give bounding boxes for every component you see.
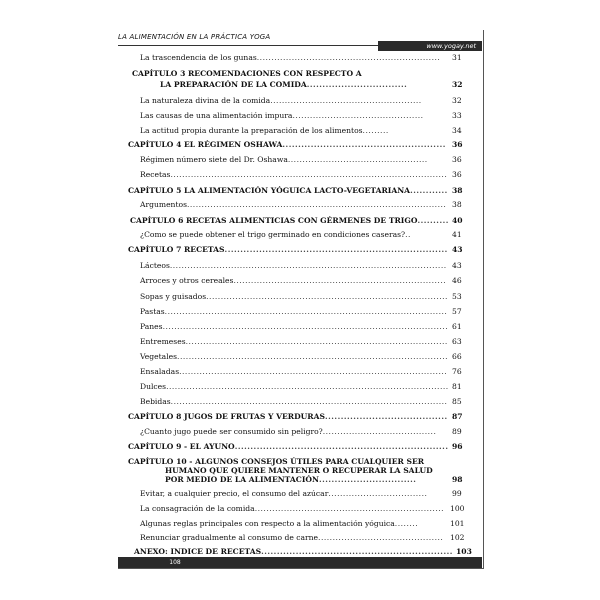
toc-entry-title: Las causas de una alimentación impura — [140, 111, 293, 120]
toc-entry-title: La consagración de la comida — [140, 504, 255, 513]
toc-entry-title: Bebidas — [140, 397, 171, 406]
toc-leader: ............................................. — [292, 111, 424, 120]
toc-page-number: 46 — [452, 276, 462, 285]
toc-entry-title: La actitud propia durante la preparación de los alimentos — [140, 126, 363, 135]
toc-page-number: 66 — [452, 352, 462, 361]
toc-entry — [140, 337, 465, 346]
toc-entry — [128, 140, 465, 149]
toc-entry — [140, 504, 465, 513]
toc-page-number: 53 — [452, 292, 462, 301]
toc-page-number: 63 — [452, 337, 462, 346]
footer-page-number: 108 — [169, 559, 181, 566]
toc-leader: ........ — [394, 519, 419, 528]
toc-entry — [140, 397, 465, 406]
toc-entry — [140, 489, 465, 498]
toc-entry-title: CAPÍTULO 5 LA ALIMENTACIÓN YÓGUICA LACTO-VEGETARIANA — [128, 186, 411, 195]
toc-page-number: 32 — [452, 80, 463, 89]
toc-entry-title: Entremeses — [140, 337, 186, 346]
toc-entry-title: La naturaleza divina de la comida — [140, 96, 271, 105]
toc-entry-title: CAPÍTULO 9 - EL AYUNO — [128, 442, 235, 451]
toc-entry — [140, 155, 465, 164]
toc-leader: .. — [405, 230, 411, 239]
toc-entry — [140, 533, 465, 542]
toc-page-number: 87 — [452, 412, 463, 421]
toc-entry — [140, 111, 465, 120]
toc-entry-title: ¿Cuanto jugo puede ser consumido sin peligro? — [140, 427, 323, 436]
toc-entry-title: Sopas y guisados — [140, 292, 207, 301]
toc-leader: ....................................................................... — [224, 245, 448, 254]
toc-leader: ............................................................................................ — [179, 367, 448, 376]
toc-entry-title: Evitar, a cualquier precio, el consumo del azúcar — [140, 489, 329, 498]
toc-entry — [140, 352, 465, 361]
toc-page-number: 43 — [452, 245, 463, 254]
toc-entry-title: Ensaladas — [140, 367, 180, 376]
toc-entry-title: HUMANO QUE QUIERE MANTENER O RECUPERAR LA SALUD — [165, 466, 433, 475]
toc-leader: ................................ — [306, 80, 408, 89]
toc-leader: ................................................ — [287, 155, 428, 164]
toc-entry — [128, 412, 465, 421]
toc-entry-title: LA PREPARACIÓN DE LA COMIDA — [160, 80, 307, 89]
toc-leader: ........................................... — [318, 533, 444, 542]
toc-leader: ............................................................... — [256, 53, 441, 62]
toc-entry-title: Lácteos — [140, 261, 170, 270]
toc-page-number: 57 — [452, 307, 462, 316]
toc-entry — [140, 53, 465, 62]
toc-entry-title: Renunciar gradualmente al consumo de carne — [140, 533, 319, 542]
toc-leader: ................................................................. — [254, 504, 445, 513]
toc-page-number: 36 — [452, 155, 462, 164]
toc-entry-title: CAPÍTULO 3 RECOMENDACIONES CON RESPECTO A — [132, 69, 362, 78]
toc-leader: ....................................... — [325, 412, 448, 421]
toc-entry-title: CAPÍTULO 6 RECETAS ALIMENTICIAS CON GÉRMENES DE TRIGO — [130, 216, 418, 225]
toc-entry-title: CAPÍTULO 4 EL RÉGIMEN OSHAWA — [128, 140, 283, 149]
toc-entry — [128, 442, 465, 451]
toc-entry — [140, 519, 465, 528]
toc-entry — [140, 96, 465, 105]
toc-page-number: 36 — [452, 170, 462, 179]
toc-entry-title: Dulces — [140, 382, 167, 391]
toc-entry-title: Algunas reglas principales con respecto a la alimentación yóguica — [140, 519, 395, 528]
toc-entry-title: Arroces y otros cereales — [140, 276, 234, 285]
toc-leader: ................................................................................................. — [166, 382, 449, 391]
toc-leader: ............................................................. — [261, 547, 453, 556]
toc-entry — [128, 245, 465, 254]
toc-leader: ................................................................................................. — [164, 307, 448, 316]
toc-leader: .................................................... — [282, 140, 446, 149]
toc-entry — [140, 307, 465, 316]
toc-entry — [140, 367, 465, 376]
toc-page-number: 101 — [450, 519, 465, 528]
toc-entry — [140, 427, 465, 436]
toc-entry — [165, 466, 433, 475]
toc-entry — [132, 69, 362, 78]
toc-page-number: 81 — [452, 382, 462, 391]
toc-entry — [140, 126, 465, 135]
toc-entry-title: CAPÍTULO 10 - ALGUNOS CONSEJOS ÚTILES PARA CUALQUIER SER — [128, 457, 425, 466]
running-header-site: www.yogay.net — [378, 41, 482, 51]
toc-leader: ....................................... — [322, 427, 437, 436]
toc-entry — [140, 322, 465, 331]
toc-leader: ......... — [362, 126, 389, 135]
toc-page-number: 36 — [452, 140, 463, 149]
toc-page-number: 99 — [452, 489, 462, 498]
toc-entry — [140, 276, 465, 285]
toc-leader: .................................................................................................. — [162, 322, 449, 331]
toc-entry-title: La trascendencia de los gunas — [140, 53, 257, 62]
toc-leader: ............................... — [318, 475, 417, 484]
toc-page-number: 89 — [452, 427, 462, 436]
toc-entry-title: Argumentos — [140, 200, 187, 209]
toc-entry-title: CAPÍTULO 7 RECETAS — [128, 245, 225, 254]
toc-page-number: 38 — [452, 186, 463, 195]
toc-leader: .......................................................................................... — [185, 337, 448, 346]
toc-page-number: 38 — [452, 200, 462, 209]
toc-entry-title: Recetas — [140, 170, 171, 179]
toc-entry — [165, 475, 465, 484]
toc-entry-title: Pastas — [140, 307, 165, 316]
toc-page-number: 96 — [452, 442, 463, 451]
toc-entry — [128, 457, 424, 466]
toc-entry — [140, 170, 465, 179]
toc-entry-title: Panes — [140, 322, 163, 331]
toc-leader: .................................. — [328, 489, 428, 498]
toc-entry — [130, 216, 465, 225]
toc-leader: .......... — [417, 216, 449, 225]
toc-page-number: 76 — [452, 367, 462, 376]
toc-entry — [140, 292, 465, 301]
toc-leader: .................................................... — [270, 96, 422, 105]
running-header-title: LA ALIMENTACIÓN EN LA PRÁCTICA YOGA — [118, 33, 271, 41]
toc-entry — [140, 230, 465, 239]
toc-page-number: 61 — [452, 322, 462, 331]
toc-page-number: 43 — [452, 261, 462, 270]
toc-entry-title: ANEXO: INDICE DE RECETAS — [134, 547, 262, 556]
toc-entry-title: CAPÍTULO 8 JUGOS DE FRUTAS Y VERDURAS — [128, 412, 325, 421]
toc-entry-title: Vegetales — [140, 352, 178, 361]
toc-page-number: 32 — [452, 96, 462, 105]
toc-entry-title: ¿Como se puede obtener el trigo germinado en condiciones caseras? — [140, 230, 406, 239]
toc-entry-title: Régimen número siete del Dr. Oshawa — [140, 155, 288, 164]
toc-leader: ............................................................................................... — [169, 261, 447, 270]
toc-page-number: 31 — [452, 53, 462, 62]
toc-entry — [140, 200, 465, 209]
toc-page-number: 102 — [450, 533, 465, 542]
toc-leader: ............................................................................................. — [177, 352, 449, 361]
toc-page-number: 40 — [452, 216, 463, 225]
toc-leader: ............ — [410, 186, 448, 195]
toc-page-number: 85 — [452, 397, 462, 406]
toc-leader: ............................................................................................... — [170, 170, 448, 179]
toc-page-number: 34 — [452, 126, 462, 135]
toc-page-number: 103 — [456, 547, 472, 556]
toc-leader: ................................................................................... — [206, 292, 448, 301]
toc-entry — [160, 80, 465, 89]
toc-page-number: 98 — [452, 475, 463, 484]
toc-entry-title: POR MEDIO DE LA ALIMENTACIÓN — [165, 475, 319, 484]
toc-entry — [128, 186, 465, 195]
toc-leader: ......................................................................................... — [186, 200, 447, 209]
toc-page-number: 41 — [452, 230, 462, 239]
toc-page-number: 33 — [452, 111, 462, 120]
toc-entry — [140, 261, 465, 270]
toc-entry — [134, 547, 474, 556]
toc-leader: .................................................................... — [234, 442, 449, 451]
toc-leader: ......................................................................... — [233, 276, 447, 285]
toc-leader: ............................................................................................... — [170, 397, 448, 406]
toc-entry — [140, 382, 465, 391]
toc-page-number: 100 — [450, 504, 465, 513]
